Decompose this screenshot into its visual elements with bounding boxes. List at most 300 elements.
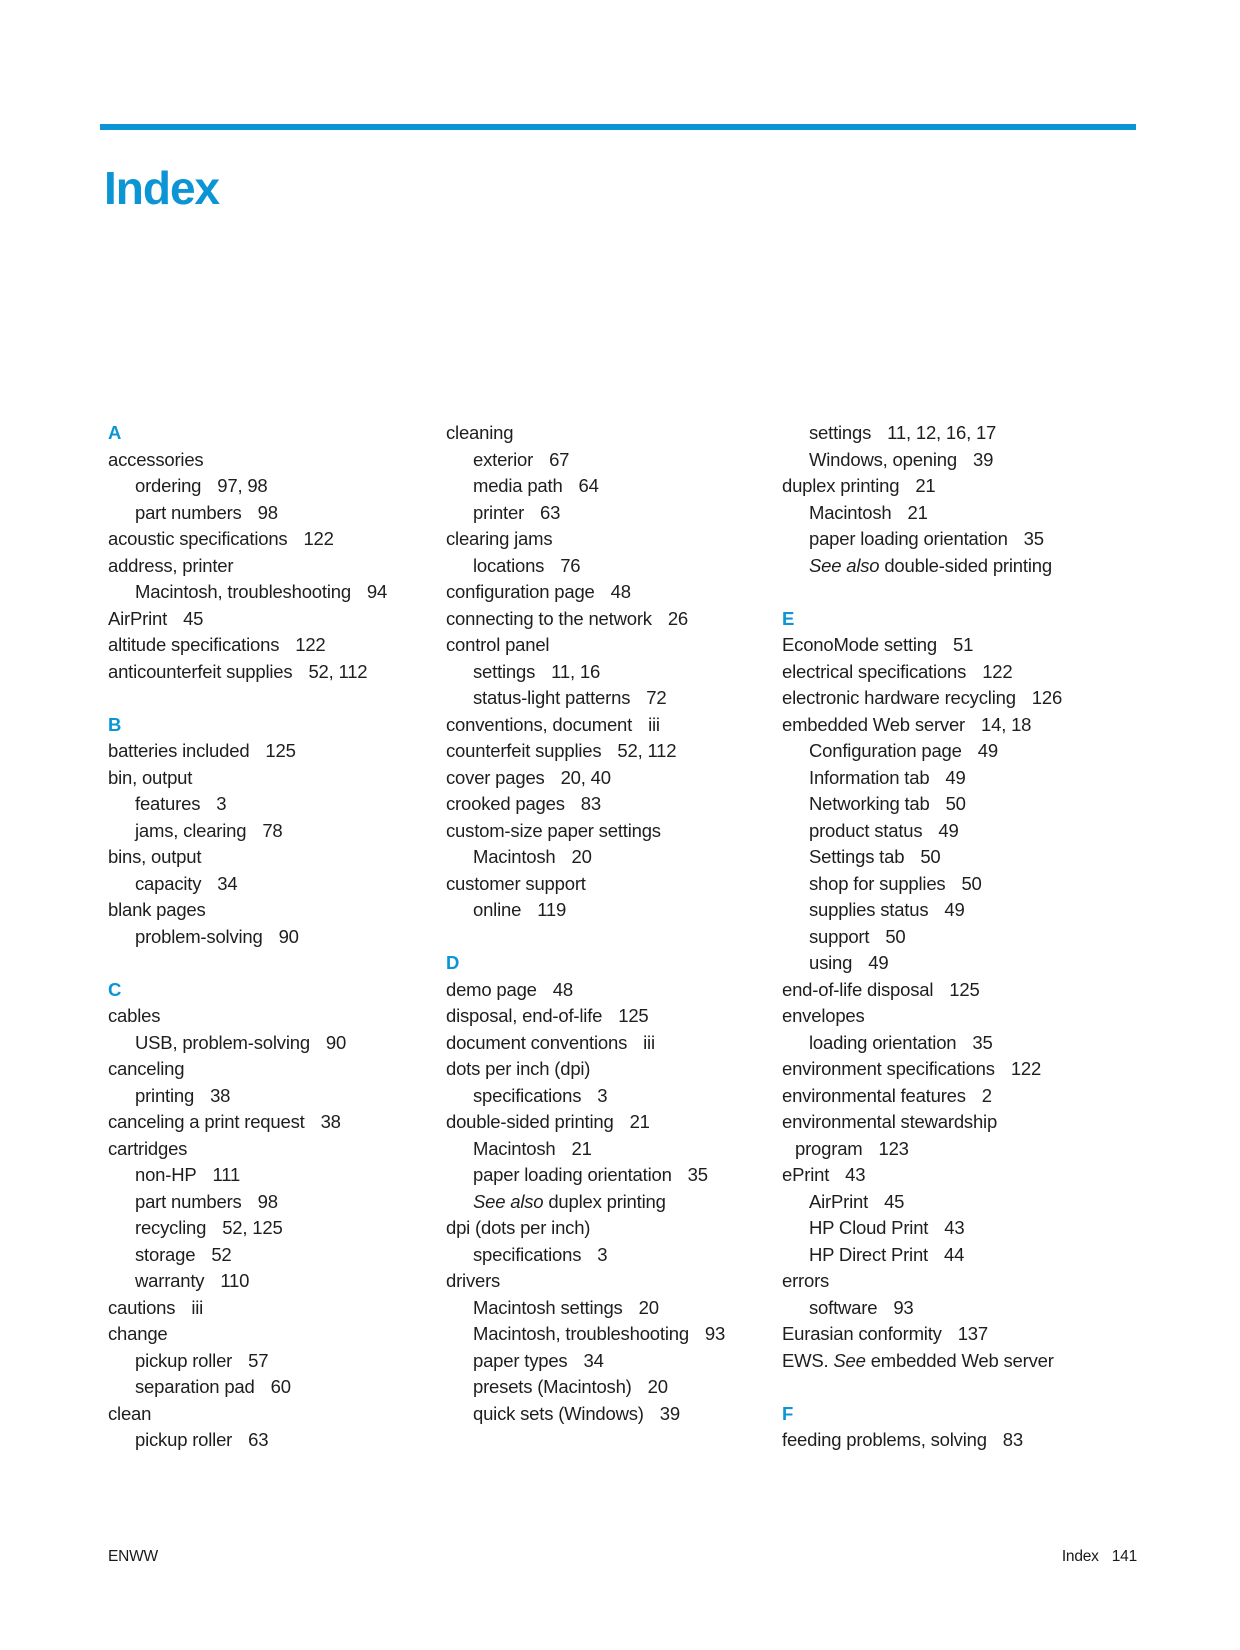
index-entry-term: printing bbox=[135, 1084, 195, 1106]
index-entry-page-numbers: 126 bbox=[1031, 687, 1063, 708]
index-entry-page-numbers: 35 bbox=[972, 1031, 993, 1053]
index-entry-term: printer bbox=[473, 501, 525, 523]
index-entry bbox=[108, 1348, 453, 1375]
index-entry-page-numbers: 35 bbox=[687, 1164, 708, 1185]
index-entry bbox=[782, 500, 1127, 527]
index-entry-page-numbers: 90 bbox=[278, 925, 299, 947]
index-entry-term: accessories bbox=[108, 448, 204, 470]
index-entry bbox=[782, 844, 1127, 871]
index-entry bbox=[782, 950, 1127, 977]
index-entry bbox=[446, 871, 791, 898]
index-section-letter: A bbox=[108, 422, 122, 443]
index-entry-term: clearing jams bbox=[446, 528, 553, 549]
index-entry bbox=[782, 473, 1127, 500]
index-section-letter: C bbox=[108, 978, 122, 1000]
index-entry-term: cartridges bbox=[108, 1137, 188, 1159]
footer-page-number: 141 bbox=[1111, 1548, 1137, 1565]
index-entry bbox=[108, 553, 453, 580]
index-entry-page-numbers: 50 bbox=[961, 872, 982, 894]
index-entry-term: settings bbox=[473, 660, 536, 682]
index-entry-page-numbers: 21 bbox=[571, 1137, 592, 1159]
index-entry-term: part numbers bbox=[135, 501, 242, 523]
index-entry-page-numbers: 48 bbox=[610, 581, 631, 602]
index-entry-term: Settings tab bbox=[809, 846, 905, 867]
index-entry bbox=[782, 632, 1127, 659]
index-entry-page-numbers: 98 bbox=[257, 501, 278, 523]
index-entry bbox=[446, 977, 791, 1004]
index-entry bbox=[782, 791, 1127, 818]
index-entry-term: conventions, document bbox=[446, 713, 633, 735]
index-entry bbox=[782, 1189, 1127, 1216]
index-entry-cross-ref: See bbox=[833, 1349, 866, 1371]
index-entry bbox=[782, 897, 1127, 924]
index-entry bbox=[446, 473, 791, 500]
index-column bbox=[446, 420, 791, 1427]
index-entry-term: cables bbox=[108, 1005, 161, 1026]
index-entry bbox=[108, 1056, 453, 1083]
index-entry bbox=[782, 1427, 1127, 1454]
index-entry bbox=[446, 1030, 791, 1057]
index-entry-page-numbers: 119 bbox=[537, 899, 567, 920]
index-entry bbox=[446, 1321, 791, 1348]
index-entry bbox=[782, 818, 1127, 845]
index-entry-term: supplies status bbox=[809, 899, 929, 920]
index-entry-term: HP Direct Print bbox=[809, 1243, 928, 1265]
index-entry-term: locations bbox=[473, 554, 545, 576]
index-entry bbox=[782, 1242, 1127, 1269]
index-entry-page-numbers: 39 bbox=[659, 1402, 680, 1424]
index-entry-page-numbers: 93 bbox=[893, 1296, 914, 1318]
index-entry bbox=[108, 871, 453, 898]
index-entry-term: crooked pages bbox=[446, 793, 565, 814]
index-entry-term: double-sided printing bbox=[879, 554, 1052, 576]
index-entry-page-numbers: 83 bbox=[1002, 1429, 1023, 1450]
index-entry bbox=[446, 712, 791, 739]
index-entry-page-numbers: 21 bbox=[629, 1111, 650, 1132]
index-entry-term: Eurasian conformity bbox=[782, 1323, 942, 1344]
index-entry-page-numbers: 43 bbox=[845, 1164, 866, 1185]
index-entry-page-numbers: 45 bbox=[884, 1190, 905, 1212]
index-entry-page-numbers: 122 bbox=[295, 634, 326, 655]
index-entry-term: AirPrint bbox=[809, 1190, 869, 1212]
index-entry bbox=[108, 659, 453, 686]
index-entry bbox=[782, 871, 1127, 898]
index-entry-page-numbers: 44 bbox=[944, 1243, 965, 1265]
index-entry bbox=[108, 765, 453, 792]
index-entry-term: online bbox=[473, 899, 522, 920]
index-entry-page-numbers: 14, 18 bbox=[981, 713, 1032, 735]
index-section-letter: F bbox=[782, 1402, 794, 1424]
index-entry-term: customer support bbox=[446, 872, 586, 894]
index-entry-page-numbers: 90 bbox=[325, 1031, 347, 1053]
index-entry-term: paper loading orientation bbox=[473, 1164, 672, 1185]
index-entry-term: end-of-life disposal bbox=[782, 978, 934, 1000]
index-entry bbox=[446, 553, 791, 580]
index-entry bbox=[782, 1083, 1127, 1110]
index-entry-page-numbers: 137 bbox=[957, 1323, 988, 1344]
index-entry-page-numbers: 63 bbox=[248, 1429, 269, 1450]
index-entry bbox=[782, 420, 1127, 447]
index-entry bbox=[446, 765, 791, 792]
index-entry-term: canceling a print request bbox=[108, 1111, 305, 1132]
index-entry-term: clean bbox=[108, 1402, 152, 1424]
index-entry-term: paper loading orientation bbox=[809, 528, 1008, 549]
index-entry bbox=[446, 685, 791, 712]
index-entry-page-numbers: 50 bbox=[885, 925, 906, 947]
index-entry-page-numbers: 49 bbox=[868, 952, 889, 973]
index-entry bbox=[446, 844, 791, 871]
index-entry bbox=[782, 924, 1127, 951]
index-entry bbox=[108, 791, 453, 818]
index-entry-term: jams, clearing bbox=[135, 819, 247, 841]
index-entry bbox=[446, 1295, 791, 1322]
index-entry-term: cleaning bbox=[446, 422, 514, 443]
page-title: Index bbox=[104, 161, 220, 214]
footer-section-label: Index bbox=[1061, 1548, 1099, 1565]
index-entry-term: Configuration page bbox=[809, 740, 962, 761]
index-entry-page-numbers: 26 bbox=[667, 607, 689, 629]
index-entry-term: media path bbox=[473, 475, 563, 496]
index-entry bbox=[108, 1136, 453, 1163]
index-entry bbox=[782, 1003, 1127, 1030]
index-entry-term: shop for supplies bbox=[809, 872, 946, 894]
index-section-letter: E bbox=[782, 607, 795, 629]
index-entry bbox=[446, 420, 791, 447]
index-entry bbox=[446, 1374, 791, 1401]
index-entry-term: duplex printing bbox=[782, 475, 900, 496]
index-entry bbox=[108, 844, 453, 871]
index-entry-page-numbers: 78 bbox=[262, 819, 283, 841]
index-entry-term: duplex printing bbox=[543, 1190, 666, 1212]
index-entry-page-numbers: 43 bbox=[944, 1217, 965, 1238]
index-entry-term: pickup roller bbox=[135, 1429, 233, 1450]
index-entry bbox=[782, 1215, 1127, 1242]
index-entry-term: features bbox=[135, 793, 201, 814]
index-entry-page-numbers: 38 bbox=[320, 1111, 341, 1132]
index-entry-term: cautions bbox=[108, 1296, 176, 1318]
index-entry-page-numbers: 122 bbox=[303, 528, 334, 549]
index-entry-page-numbers: 52, 112 bbox=[308, 660, 368, 682]
index-entry-term: warranty bbox=[135, 1270, 205, 1291]
index-entry bbox=[782, 1295, 1127, 1322]
index-entry bbox=[446, 1083, 791, 1110]
index-column bbox=[108, 420, 453, 1454]
index-entry-term: embedded Web server bbox=[782, 713, 966, 735]
index-entry-term: EconoMode setting bbox=[782, 634, 937, 655]
index-entry bbox=[782, 1162, 1127, 1189]
index-entry-term: canceling bbox=[108, 1058, 185, 1079]
index-entry-page-numbers: 123 bbox=[878, 1137, 909, 1159]
index-entry-term: Windows, opening bbox=[809, 448, 957, 470]
index-entry-term: double-sided printing bbox=[446, 1111, 614, 1132]
index-entry bbox=[108, 1215, 453, 1242]
index-entry-page-numbers: 51 bbox=[952, 634, 974, 655]
index-entry-term: address, printer bbox=[108, 554, 234, 576]
index-entry-term: EWS. bbox=[782, 1349, 834, 1371]
index-entry-term: Macintosh settings bbox=[473, 1296, 623, 1318]
index-entry bbox=[782, 447, 1127, 474]
index-entry-page-numbers: 34 bbox=[583, 1349, 604, 1371]
index-entry-page-numbers: 111 bbox=[212, 1164, 241, 1185]
index-entry-term: recycling bbox=[135, 1217, 207, 1238]
index-entry-term: using bbox=[809, 952, 853, 973]
index-entry-term: demo page bbox=[446, 978, 537, 1000]
index-entry-page-numbers: 63 bbox=[540, 501, 561, 523]
index-entry bbox=[782, 553, 1127, 580]
index-entry bbox=[446, 1401, 791, 1428]
index-entry-term: drivers bbox=[446, 1270, 501, 1291]
index-entry-page-numbers: 98 bbox=[257, 1190, 278, 1212]
footer-doc-label: ENWW bbox=[108, 1548, 158, 1565]
index-entry-cross-ref: See also bbox=[809, 554, 880, 576]
index-entry-page-numbers: 57 bbox=[248, 1349, 269, 1371]
index-entry-page-numbers: 45 bbox=[183, 607, 204, 629]
index-entry bbox=[782, 1030, 1127, 1057]
index-entry-page-numbers: 49 bbox=[938, 819, 959, 841]
index-entry bbox=[108, 1162, 453, 1189]
index-section-letter: B bbox=[108, 713, 122, 735]
index-entry-page-numbers: 20 bbox=[638, 1296, 659, 1318]
index-entry-page-numbers: 125 bbox=[949, 978, 980, 1000]
index-entry-page-numbers: 38 bbox=[210, 1084, 231, 1106]
index-entry bbox=[108, 526, 453, 553]
index-entry bbox=[108, 1003, 453, 1030]
index-entry-term: part numbers bbox=[135, 1190, 242, 1212]
index-entry-term: Macintosh bbox=[809, 501, 892, 523]
index-entry-term: electrical specifications bbox=[782, 660, 967, 682]
index-entry bbox=[782, 1056, 1127, 1083]
index-entry-term: acoustic specifications bbox=[108, 528, 288, 549]
header-rule bbox=[100, 124, 1136, 130]
index-entry-term: environmental stewardship bbox=[782, 1111, 998, 1132]
index-entry-term: program bbox=[795, 1137, 863, 1159]
index-entry bbox=[108, 818, 453, 845]
index-entry-term: settings bbox=[809, 422, 872, 443]
index-entry-page-numbers: 76 bbox=[560, 554, 581, 576]
index-entry-term: disposal, end-of-life bbox=[446, 1005, 603, 1026]
index-entry bbox=[782, 1136, 1127, 1163]
index-entry bbox=[446, 818, 791, 845]
index-entry-page-numbers: 39 bbox=[972, 448, 994, 470]
index-entry-page-numbers: 64 bbox=[578, 475, 599, 496]
index-entry-term: exterior bbox=[473, 448, 534, 470]
index-entry-page-numbers: 94 bbox=[366, 581, 388, 602]
index-entry-page-numbers: 20 bbox=[571, 846, 592, 867]
index-entry bbox=[782, 526, 1127, 553]
index-entry bbox=[108, 738, 453, 765]
index-entry-term: paper types bbox=[473, 1349, 568, 1371]
index-entry-term: batteries included bbox=[108, 740, 250, 761]
index-entry-page-numbers: 49 bbox=[977, 740, 998, 761]
index-entry-page-numbers: 20, 40 bbox=[560, 766, 611, 788]
index-entry bbox=[446, 1348, 791, 1375]
index-entry bbox=[108, 1030, 453, 1057]
index-entry bbox=[446, 1189, 791, 1216]
index-entry bbox=[782, 1321, 1127, 1348]
index-entry-term: specifications bbox=[473, 1243, 582, 1265]
index-entry-term: Macintosh, troubleshooting bbox=[135, 581, 351, 602]
index-entry-page-numbers: 3 bbox=[597, 1243, 608, 1265]
index-entry-page-numbers: 3 bbox=[216, 793, 227, 814]
index-entry-term: software bbox=[809, 1296, 878, 1318]
index-entry-term: Information tab bbox=[809, 766, 930, 788]
index-entry bbox=[108, 1427, 453, 1454]
index-entry bbox=[108, 1374, 453, 1401]
index-entry-term: support bbox=[809, 925, 870, 947]
index-entry bbox=[446, 1109, 791, 1136]
index-entry-term: USB, problem-solving bbox=[135, 1031, 310, 1053]
index-entry-page-numbers: 110 bbox=[220, 1270, 250, 1291]
index-entry-term: product status bbox=[809, 819, 923, 841]
index-entry bbox=[446, 791, 791, 818]
index-entry bbox=[782, 659, 1127, 686]
index-entry-term: non-HP bbox=[135, 1164, 197, 1185]
index-entry-page-numbers: 35 bbox=[1023, 528, 1044, 549]
index-entry-term: dots per inch (dpi) bbox=[446, 1058, 591, 1079]
index-entry-term: errors bbox=[782, 1270, 830, 1291]
index-entry bbox=[108, 1189, 453, 1216]
index-entry-term: change bbox=[108, 1323, 168, 1344]
index-entry bbox=[446, 500, 791, 527]
index-entry-term: document conventions bbox=[446, 1031, 628, 1053]
index-entry-term: AirPrint bbox=[108, 607, 168, 629]
index-entry-term: altitude specifications bbox=[108, 634, 280, 655]
index-entry bbox=[782, 1268, 1127, 1295]
index-entry bbox=[108, 447, 453, 474]
index-entry-page-numbers: 49 bbox=[944, 899, 965, 920]
index-entry-term: Macintosh bbox=[473, 1137, 556, 1159]
index-entry bbox=[108, 632, 453, 659]
index-entry-page-numbers: iii bbox=[648, 713, 660, 735]
index-entry-page-numbers: 52, 112 bbox=[617, 740, 677, 761]
index-entry-page-numbers: 48 bbox=[552, 978, 573, 1000]
index-entry-term: blank pages bbox=[108, 899, 206, 920]
index-entry bbox=[108, 1242, 453, 1269]
index-entry-page-numbers: 3 bbox=[597, 1084, 608, 1106]
index-section-letter: D bbox=[446, 952, 460, 973]
index-entry-term: separation pad bbox=[135, 1376, 255, 1397]
index-entry-page-numbers: 52 bbox=[211, 1243, 232, 1265]
index-entry-term: Networking tab bbox=[809, 793, 930, 814]
index-entry bbox=[446, 659, 791, 686]
index-entry bbox=[108, 1321, 453, 1348]
index-entry bbox=[782, 765, 1127, 792]
index-entry bbox=[446, 738, 791, 765]
index-entry-page-numbers: 34 bbox=[217, 872, 238, 894]
index-entry-term: cover pages bbox=[446, 766, 545, 788]
index-entry-term: environment specifications bbox=[782, 1058, 995, 1079]
index-entry-page-numbers: 21 bbox=[915, 475, 936, 496]
index-entry bbox=[446, 1003, 791, 1030]
index-entry-page-numbers: 11, 16 bbox=[551, 660, 601, 682]
index-entry-term: anticounterfeit supplies bbox=[108, 660, 293, 682]
index-entry-page-numbers: 49 bbox=[945, 766, 966, 788]
index-entry-page-numbers: 50 bbox=[945, 793, 966, 814]
index-entry-page-numbers: 20 bbox=[647, 1376, 668, 1397]
index-entry-term: feeding problems, solving bbox=[782, 1429, 987, 1450]
index-entry-term: problem-solving bbox=[135, 925, 263, 947]
index-entry-term: Macintosh bbox=[473, 846, 556, 867]
index-entry-term: Macintosh, troubleshooting bbox=[473, 1323, 689, 1344]
index-entry-term: connecting to the network bbox=[446, 607, 652, 629]
index-column bbox=[782, 420, 1127, 1454]
index-entry-term: dpi (dots per inch) bbox=[446, 1217, 591, 1238]
index-entry bbox=[782, 1109, 1127, 1136]
index-entry-term: custom-size paper settings bbox=[446, 819, 661, 841]
index-entry bbox=[782, 1348, 1127, 1375]
index-entry-term: loading orientation bbox=[809, 1031, 957, 1053]
index-entry-term: bin, output bbox=[108, 766, 193, 788]
index-entry bbox=[446, 1056, 791, 1083]
index-entry-term: HP Cloud Print bbox=[809, 1217, 929, 1238]
index-entry bbox=[446, 1215, 791, 1242]
index-entry-term: embedded Web server bbox=[865, 1349, 1054, 1371]
index-entry bbox=[108, 579, 453, 606]
index-entry bbox=[446, 632, 791, 659]
index-entry-term: status-light patterns bbox=[473, 687, 631, 708]
index-entry-page-numbers: iii bbox=[643, 1031, 655, 1053]
index-entry-term: envelopes bbox=[782, 1005, 865, 1026]
index-entry-page-numbers: 125 bbox=[618, 1005, 649, 1026]
index-entry-term: presets (Macintosh) bbox=[473, 1376, 632, 1397]
index-entry-term: counterfeit supplies bbox=[446, 740, 602, 761]
index-entry-term: bins, output bbox=[108, 846, 202, 867]
index-entry bbox=[108, 1083, 453, 1110]
index-entry bbox=[108, 897, 453, 924]
index-entry bbox=[446, 526, 791, 553]
index-entry bbox=[108, 1401, 453, 1428]
index-entry bbox=[446, 1268, 791, 1295]
index-entry bbox=[446, 606, 791, 633]
index-entry-term: storage bbox=[135, 1243, 196, 1265]
index-entry-term: electronic hardware recycling bbox=[782, 687, 1016, 708]
index-entry-term: quick sets (Windows) bbox=[473, 1402, 644, 1424]
index-entry-page-numbers: 97, 98 bbox=[217, 475, 268, 496]
index-entry bbox=[108, 1295, 453, 1322]
index-entry-term: environmental features bbox=[782, 1084, 966, 1106]
index-entry-term: specifications bbox=[473, 1084, 582, 1106]
index-entry bbox=[446, 897, 791, 924]
index-entry bbox=[782, 977, 1127, 1004]
index-entry-page-numbers: 122 bbox=[982, 660, 1013, 682]
index-entry-page-numbers: 83 bbox=[580, 793, 601, 814]
index-entry-page-numbers: iii bbox=[191, 1296, 204, 1318]
index-entry bbox=[446, 1242, 791, 1269]
index-entry bbox=[108, 606, 453, 633]
index-entry-page-numbers: 125 bbox=[265, 740, 296, 761]
index-entry-page-numbers: 72 bbox=[646, 687, 667, 708]
index-entry bbox=[446, 447, 791, 474]
index-entry bbox=[108, 500, 453, 527]
index-entry-term: control panel bbox=[446, 634, 550, 655]
index-entry-term: capacity bbox=[135, 872, 202, 894]
index-entry-page-numbers: 11, 12, 16, 17 bbox=[887, 422, 997, 443]
index-entry-term: ePrint bbox=[782, 1164, 830, 1185]
index-entry bbox=[446, 579, 791, 606]
index-entry-term: ordering bbox=[135, 475, 202, 496]
index-entry bbox=[782, 738, 1127, 765]
index-entry bbox=[446, 1136, 791, 1163]
index-entry bbox=[782, 685, 1127, 712]
index-entry-page-numbers: 50 bbox=[920, 846, 941, 867]
index-entry bbox=[108, 1268, 453, 1295]
index-entry-term: pickup roller bbox=[135, 1349, 233, 1371]
index-entry-page-numbers: 2 bbox=[981, 1084, 992, 1106]
index-entry-cross-ref: See also bbox=[473, 1190, 544, 1212]
index-entry-term: configuration page bbox=[446, 581, 595, 602]
index-entry bbox=[782, 712, 1127, 739]
index-entry bbox=[108, 924, 453, 951]
